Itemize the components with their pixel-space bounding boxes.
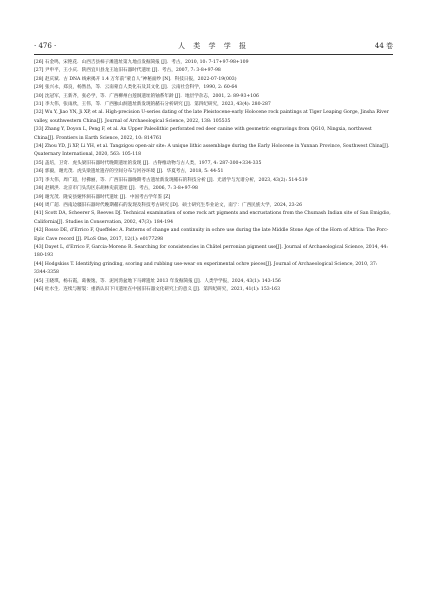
reference-item xyxy=(34,76,391,84)
reference-text: 郭毅，谢光茂．虎头梁遗址遗存的空间分布与河谷环境 [J]．华夏考古，2018, 5: 44-51 xyxy=(44,169,224,175)
reference-item xyxy=(34,93,391,101)
reference-number: [45] xyxy=(34,278,44,284)
reference-text: Zhang Y, Doyon L, Peng F, et al. An Upper Paleolithic perforated red deer canine with geometric engravings from QG10, Ningxia, northwest China[J]. Frontiers in Earth Science, 2022, 10: 814761 xyxy=(34,127,372,141)
reference-item xyxy=(34,126,391,143)
reference-number: [40] xyxy=(34,202,44,208)
reference-number: [42] xyxy=(34,228,44,234)
reference-text: Rosso DE, d'Errico F, Queffelec A. Patterns of change and continuity in ochre use during the late Middle Stone Age of the Horn of Africa: The Porc-Epic Cave record [J]. PLoS One, 2017, 12(1): e0177298 xyxy=(34,228,389,242)
reference-text: 石金鸣，宋艳花．山西吉县柿子滩遗址第九地点发掘简报 [J]．考古，2010, 10: 7-17+97-98+109 xyxy=(44,60,249,65)
reference-text: 盖培，卫奇．虎头梁旧石器时代晚期遗址的发现 [J]．古脊椎动物与古人类，1977, 4: 287-300+334-335 xyxy=(44,160,262,166)
reference-item xyxy=(34,185,391,193)
reference-item xyxy=(34,59,391,67)
reference-item xyxy=(34,202,391,210)
reference-text: Wu Y, Jiao YN, Ji XP, et al. High-precision U-series dating of the late Pleistocene-early Holocene rock paintings at Tiger Leaping Gorge, Jinsha River valley, southwestern China[J]. Journal of Archaeological Science, 2022, 138: 105535 xyxy=(34,110,389,124)
reference-item xyxy=(34,278,391,286)
reference-number: [39] xyxy=(34,194,44,200)
reference-number: [34] xyxy=(34,144,44,150)
reference-item xyxy=(34,168,391,176)
reference-text: 沈冠军，王新齐，张必学，等．广西柳州白莲洞遗址的铀系年龄 [J]．地层学杂志，2001, 2: 89-93+106 xyxy=(44,93,259,99)
reference-text: 李大伟，周广超，付佛丽，等．广西旧石器晚期考古遗址新发现赭石的科技分析 [J]．光谱学与光谱分析，2023, 43(2): 514-519 xyxy=(44,177,308,183)
reference-text: 赵庆斌．古 DNA 线索揭开 1.4 万年前“蒙自人”神秘面纱 [N]．科技日报，2022-07-19(003) xyxy=(44,76,237,82)
reference-number: [31] xyxy=(34,102,44,108)
reference-text: 谢光茂．隆安县娅怀洞石器时代遗址 [J]．中国考古学年鉴 [Z] xyxy=(44,194,171,200)
reference-item xyxy=(34,109,391,126)
reference-number: [30] xyxy=(34,93,44,99)
reference-text: 赵朝洪．北京市门头沟区东胡林史前遗址 [J]．考古，2006, 7: 3-8+97-98 xyxy=(44,186,198,192)
reference-item xyxy=(34,227,391,244)
journal-title: 人 类 学 学 报 xyxy=(178,42,249,50)
reference-number: [46] xyxy=(34,286,44,292)
volume-label: 44 卷 xyxy=(374,42,393,50)
reference-number: [43] xyxy=(34,244,44,250)
reference-item xyxy=(34,160,391,168)
reference-text: Dayet L, d'Errico F, Garcia-Moreno R. Searching for consistencies in Châtel perronian pigment use[J]. Journal of Archaeological Science, 2014, 44: 180-193 xyxy=(34,244,388,259)
reference-item xyxy=(34,210,391,227)
reference-item xyxy=(34,143,391,160)
reference-text: 张兴永，郑良，杨然昌，等．云南蒙自人类化石及其文化 [J]．云南社会科学，1990, 2: 60-64 xyxy=(44,85,238,91)
reference-number: [38] xyxy=(34,186,44,192)
reference-number: [44] xyxy=(34,261,44,267)
reference-number: [32] xyxy=(34,110,44,116)
reference-list xyxy=(34,59,391,294)
running-header xyxy=(34,40,393,52)
reference-item xyxy=(34,101,391,109)
reference-text: 李大伟，张雨欣，王伟，等．广西独山洞遗址新发现的赭石分析研究 [J]．第四纪研究，2023, 43(4): 280-287 xyxy=(44,102,271,108)
reference-item xyxy=(34,194,391,202)
page-number: · 476 · xyxy=(34,42,57,50)
reference-text: 尹申平，王小庆．陕西宜川县龙王辿旧石器时代遗址 [J]．考古，2007, 7: 3-8+97-98 xyxy=(44,68,221,74)
reference-number: [37] xyxy=(34,177,44,183)
reference-number: [27] xyxy=(34,68,44,74)
reference-text: Scott DA, Scheerer S, Reeves DJ. Technical examination of some rock art pigments and encrustations from the Chumash Indian site of San Emigdio, California[J]. Studies in Conservation, 2002, 47(3): 184-194 xyxy=(34,211,391,225)
reference-item xyxy=(34,261,391,278)
reference-number: [28] xyxy=(34,76,44,82)
reference-number: [29] xyxy=(34,85,44,91)
reference-number: [36] xyxy=(34,169,44,175)
reference-item xyxy=(34,286,391,294)
reference-text: Zhou YD, Ji XP, Li YH, et al. Tangzigou open-air site: A unique lithic assemblage during the Early Holocene in Yunnan Province, Southwest China[J]. Quaternary International, 2020, 563: 105-118 xyxy=(34,144,390,158)
reference-number: [26] xyxy=(34,60,44,65)
reference-item xyxy=(34,244,391,261)
reference-text: 周广超．西南边疆旧石器时代晚期赭石的发现及科技考古研究 [D]．硕士研究生毕业论文，南宁：广西民族大学，2024, 23-26 xyxy=(44,202,302,208)
reference-number: [41] xyxy=(34,211,44,217)
reference-text: Hodgskiss T. Identifying grinding, scoring and rubbing use-wear on experimental ochre pieces[J]. Journal of Archaeological Science, 2010, 37: 3344-3358 xyxy=(34,261,378,276)
reference-number: [35] xyxy=(34,160,44,166)
reference-item xyxy=(34,177,391,185)
reference-text: 王晓琪，杨石霞，葛俊逸，等．泥河湾盆地下马碑遗址 2013 年发掘简报 [J]．人类学学报，2024, 43(1): 143-156 xyxy=(44,278,281,284)
reference-item xyxy=(34,84,391,92)
header-rule xyxy=(34,54,393,55)
reference-text: 杜水生．连续与断裂：重新认识下川遗址在中国旧石器文化研究上的意义 [J]．第四纪研究，2021, 41(1): 153-163 xyxy=(44,286,281,292)
reference-number: [33] xyxy=(34,127,44,133)
reference-item xyxy=(34,67,391,75)
